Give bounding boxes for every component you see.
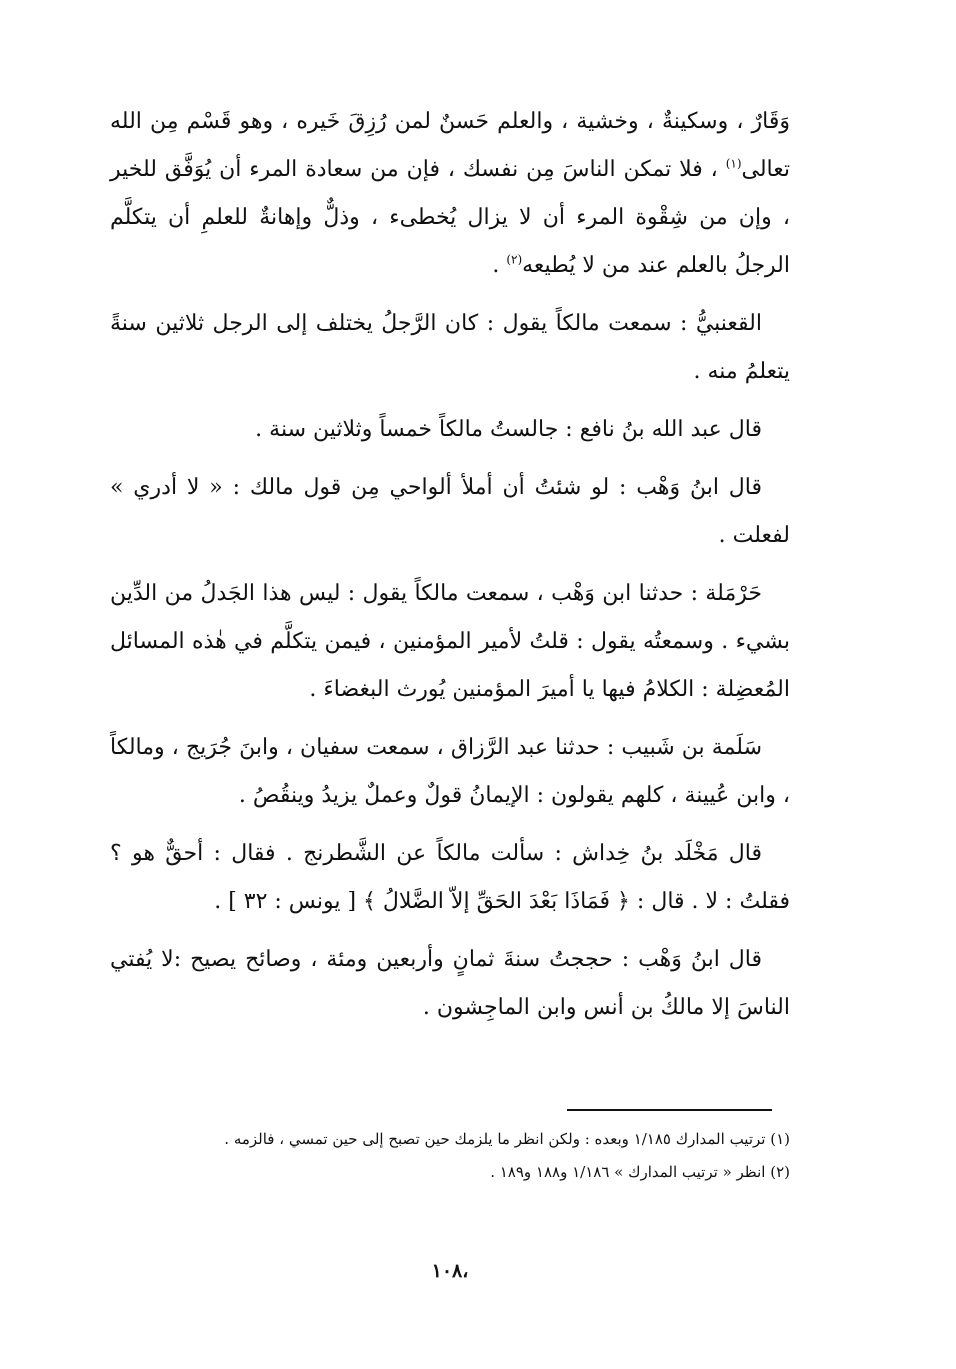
paragraph-1 [110,98,790,290]
page-number: ،١٠٨ [431,1260,469,1282]
paragraph-4: قال ابنُ وَهْب : لو شئتُ أن أملأ ألواحي مِن قول مالك : « لا أدري » لفعلت . [110,475,790,548]
paragraph-1-end: . [492,253,507,278]
paragraph-1-start: وَقَارٌ ، وسكينةٌ ، وخشية ، والعلم حَسنٌ لمن رُزِقَ خَيره ، وهو قَسْم مِن الله تعالى [110,109,790,182]
footnote-marker-1[interactable]: (١) [725,156,742,171]
paragraph-5: حَرْمَلة : حدثنا ابن وَهْب ، سمعت مالكاً يقول : ليس هذا الجَدلُ من الدِّين بشيء . وسمعتُه يقول : قلتُ لأمير المؤمنين ، فيمن يتكلَّم في هٰذه المسائل المُعضِلة : الكلامُ فيها يا أميرَ المؤمنين يُورث البغضاءَ . [110,581,790,702]
paragraph-1-middle: ، فلا تمكن الناسَ مِن نفسك ، فإن من سعادة المرء أن يُوَفَّق للخير ، وإن من شِقْوة المرء أن لا يزال يُخطىء ، وذلٌّ وإهانةٌ للعلمِ أن يتكلَّم الرجلُ بالعلم عند من لا يُطيعه [110,157,790,278]
paragraph-8: قال ابنُ وَهْب : حججتُ سنةَ ثمانٍ وأربعين ومئة ، وصائح يصيح :لا يُفتي الناسَ إلا مالكُ بن أنس وابن الماجِشون . [110,947,790,1020]
paragraph-3: قال عبد الله بنُ نافع : جالستُ مالكاً خمساً وثلاثين سنة . [255,417,762,442]
paragraph-6: سَلَمة بن شَبيب : حدثنا عبد الرَّزاق ، سمعت سفيان ، وابنَ جُرَيج ، ومالكاً ، وابن عُيينة ، كلهم يقولون : الإيمانُ قولٌ وعملٌ يزيدُ وينقُصُ . [110,735,790,808]
footnote-separator [567,1109,772,1111]
footnote-2: (٢) انظر « ترتيب المدارك » ١/١٨٦ و١٨٨ و١٨٩ . [490,1163,790,1181]
paragraph-2: القعنبيُّ : سمعت مالكاً يقول : كان الرَّجلُ يختلف إلى الرجل ثلاثين سنةً يتعلمُ منه . [110,311,790,384]
footnote-1: (١) ترتيب المدارك ١/١٨٥ وبعده : ولكن انظر ما يلزمك حين تصبح إلى حين تمسي ، فالزمه . [224,1130,790,1148]
footnote-marker-2[interactable]: (٢) [506,252,523,267]
book-page [110,98,790,1288]
footnotes [110,1123,790,1189]
paragraph-7: قال مَخْلَد بنُ خِداش : سألت مالكاً عن الشَّطرنج . فقال : أحقٌّ هو ؟ فقلتُ : لا . قال : ﴿ فَمَاذَا بَعْدَ الحَقِّ إلاّ الضَّلالُ ﴾ [ يونس : ٣٢ ] . [110,841,790,914]
